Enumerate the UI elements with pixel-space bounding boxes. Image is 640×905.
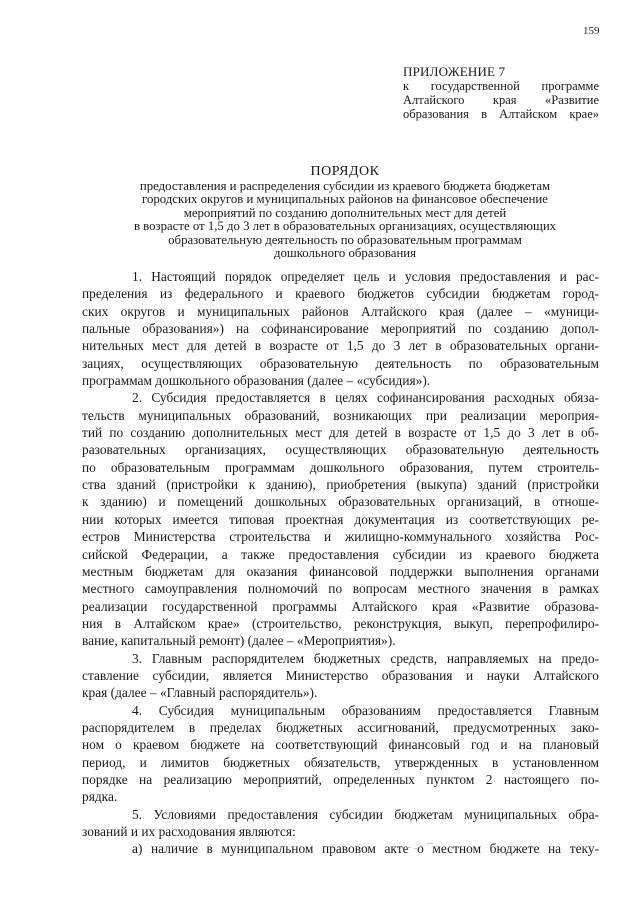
body-line: нительных мест для детей в возрасте от 1,5 до 3 лет в образовательных органи- <box>82 338 599 354</box>
body-line: 4. Субсидия муниципальным образованиям предоставляется Главным <box>132 702 599 718</box>
body-line: период, и лимитов бюджетных обязательств, утвержденных в установленном <box>82 754 599 770</box>
subtitle-line: предоставления и распределения субсидии из краевого бюджета бюджетам <box>139 179 551 193</box>
body-line: вание, капитальный ремонт) (далее – «Мероприятия»). <box>82 633 396 649</box>
body-line: местного самоуправления полномочий по вопросам местного значения в рамках <box>82 581 599 597</box>
appendix-block <box>403 64 599 121</box>
document-title: ПОРЯДОК <box>310 164 380 179</box>
document-title-block <box>60 163 630 260</box>
body-line: зований и их расходования являются: <box>82 824 296 839</box>
body-line: края (далее – «Главный распорядитель»). <box>82 685 318 701</box>
body-line: разовательных организациях, осуществляющих образовательную деятельность <box>82 442 599 458</box>
body-line: ставление субсидии, является Министерство образования и науки Алтайского <box>82 667 599 683</box>
body-line: распорядителем в пределах бюджетных ассигнований, предусмотренных зако- <box>82 719 599 735</box>
appendix-line: к государственной программе <box>403 79 599 93</box>
body-line: 5. Условиями предоставления субсидии бюджетам муниципальных обра- <box>132 806 599 822</box>
body-line: сийской Федерации, а также предоставления субсидии из краевого бюджета <box>82 546 599 562</box>
body-line: местным бюджетам для оказания финансовой поддержки выполнения органами <box>82 563 599 579</box>
subtitle-line: дошкольного образования <box>273 246 417 261</box>
body-line: естров Министерства строительства и жилищно-коммунального хозяйства Рос- <box>82 529 599 545</box>
body-line: нии которых имеется типовая проектная документация из соответствующих ре- <box>82 511 599 527</box>
body-line: 1. Настоящий порядок определяет цель и условия предоставления и рас- <box>132 269 599 284</box>
appendix-heading: ПРИЛОЖЕНИЕ 7 <box>403 64 506 79</box>
appendix-line: Алтайского края «Развитие <box>403 93 599 107</box>
body-line: 3. Главным распорядителем бюджетных средств, направляемых на предо- <box>132 650 599 666</box>
body-line: ских округов и муниципальных районов Алтайского края (далее – «муници- <box>82 303 599 319</box>
subtitle-line: образовательную деятельность по образовательным программам <box>168 232 522 247</box>
document-body <box>82 268 599 858</box>
body-line: а) наличие в муниципальном правовом акте о местном бюджете на теку- <box>132 841 599 857</box>
body-line: ном о краевом бюджете на соответствующий финансовый год и на плановый <box>82 737 599 753</box>
body-line: ния в Алтайском крае» (строительство, реконструкция, выкуп, перепрофилиро- <box>82 615 599 631</box>
subtitle-line: в возрасте от 1,5 до 3 лет в образовательных организациях, осуществляющих <box>133 219 557 234</box>
body-line: ства зданий (пристройки к зданию), приобретения (выкупа) зданий (пристройки <box>82 477 599 493</box>
page-number: 159 <box>583 25 600 37</box>
body-line: зациях, осуществляющих образовательную деятельность по образовательным <box>82 355 599 371</box>
body-line: тельств муниципальных образований, возникающих при реализации мероприя- <box>82 407 599 423</box>
body-line: порядке на реализацию мероприятий, определенных пунктом 2 настоящего по- <box>82 771 599 787</box>
body-line: пределения из федерального и краевого бюджетов субсидии бюджетам город- <box>82 286 599 302</box>
body-line: рядка. <box>82 789 118 805</box>
scan-smudge-mark <box>405 838 445 852</box>
body-line: пальные образования») на софинансирование мероприятий по созданию допол- <box>82 321 599 337</box>
body-line: по образовательным программам дошкольного образования, путем строитель- <box>82 459 599 475</box>
body-line: тий по созданию дополнительных мест для детей в возрасте от 1,5 до 3 лет в об- <box>82 425 599 441</box>
subtitle-line: городских округов и муниципальных районов на финансовое обеспечение <box>142 192 548 207</box>
appendix-line: образования в Алтайском крае» <box>403 107 599 121</box>
subtitle-line: мероприятий по созданию дополнительных мест для детей <box>183 205 507 220</box>
body-line: 2. Субсидия предоставляется в целях софинансирования расходных обяза- <box>132 390 599 406</box>
body-line: программам дошкольного образования (далее – «субсидия»). <box>82 373 431 389</box>
body-line: реализации государственной программы Алтайского края «Развитие образова- <box>82 598 599 614</box>
body-line: к зданию) и помещений дошкольных образовательных организаций, в отноше- <box>82 494 599 510</box>
